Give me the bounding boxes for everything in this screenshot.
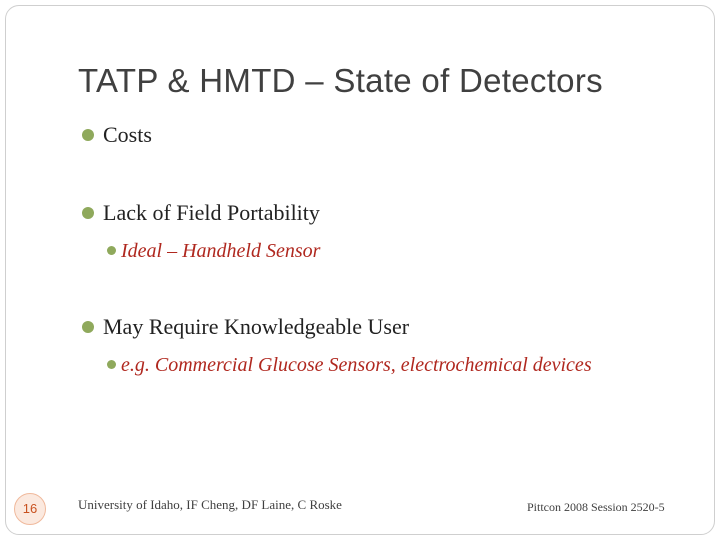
bullet-portability bbox=[82, 200, 320, 226]
sub-bullet-text: Ideal – Handheld Sensor bbox=[121, 240, 321, 262]
bullet-text: May Require Knowledgeable User bbox=[103, 314, 410, 339]
bullet-text: Lack of Field Portability bbox=[103, 200, 320, 225]
bullet-dot-icon bbox=[82, 129, 94, 141]
footer-session: Pittcon 2008 Session 2520-5 bbox=[527, 500, 665, 514]
sub-bullet-dot-icon bbox=[107, 246, 116, 255]
bullet-dot-icon bbox=[82, 321, 94, 333]
bullet-dot-icon bbox=[82, 207, 94, 219]
sub-bullet-glucose bbox=[107, 354, 592, 377]
bullet-costs bbox=[82, 122, 152, 148]
page-number-badge: 16 bbox=[14, 493, 46, 525]
sub-bullet-text: e.g. Commercial Glucose Sensors, electrochemical devices bbox=[121, 354, 592, 376]
slide-title: TATP & HMTD – State of Detectors bbox=[78, 62, 603, 99]
footer-authors: University of Idaho, IF Cheng, DF Laine, C Roske bbox=[78, 497, 342, 512]
sub-bullet-dot-icon bbox=[107, 360, 116, 369]
bullet-knowledgeable-user bbox=[82, 314, 409, 340]
sub-bullet-handheld bbox=[107, 240, 320, 263]
bullet-text: Costs bbox=[103, 122, 152, 147]
